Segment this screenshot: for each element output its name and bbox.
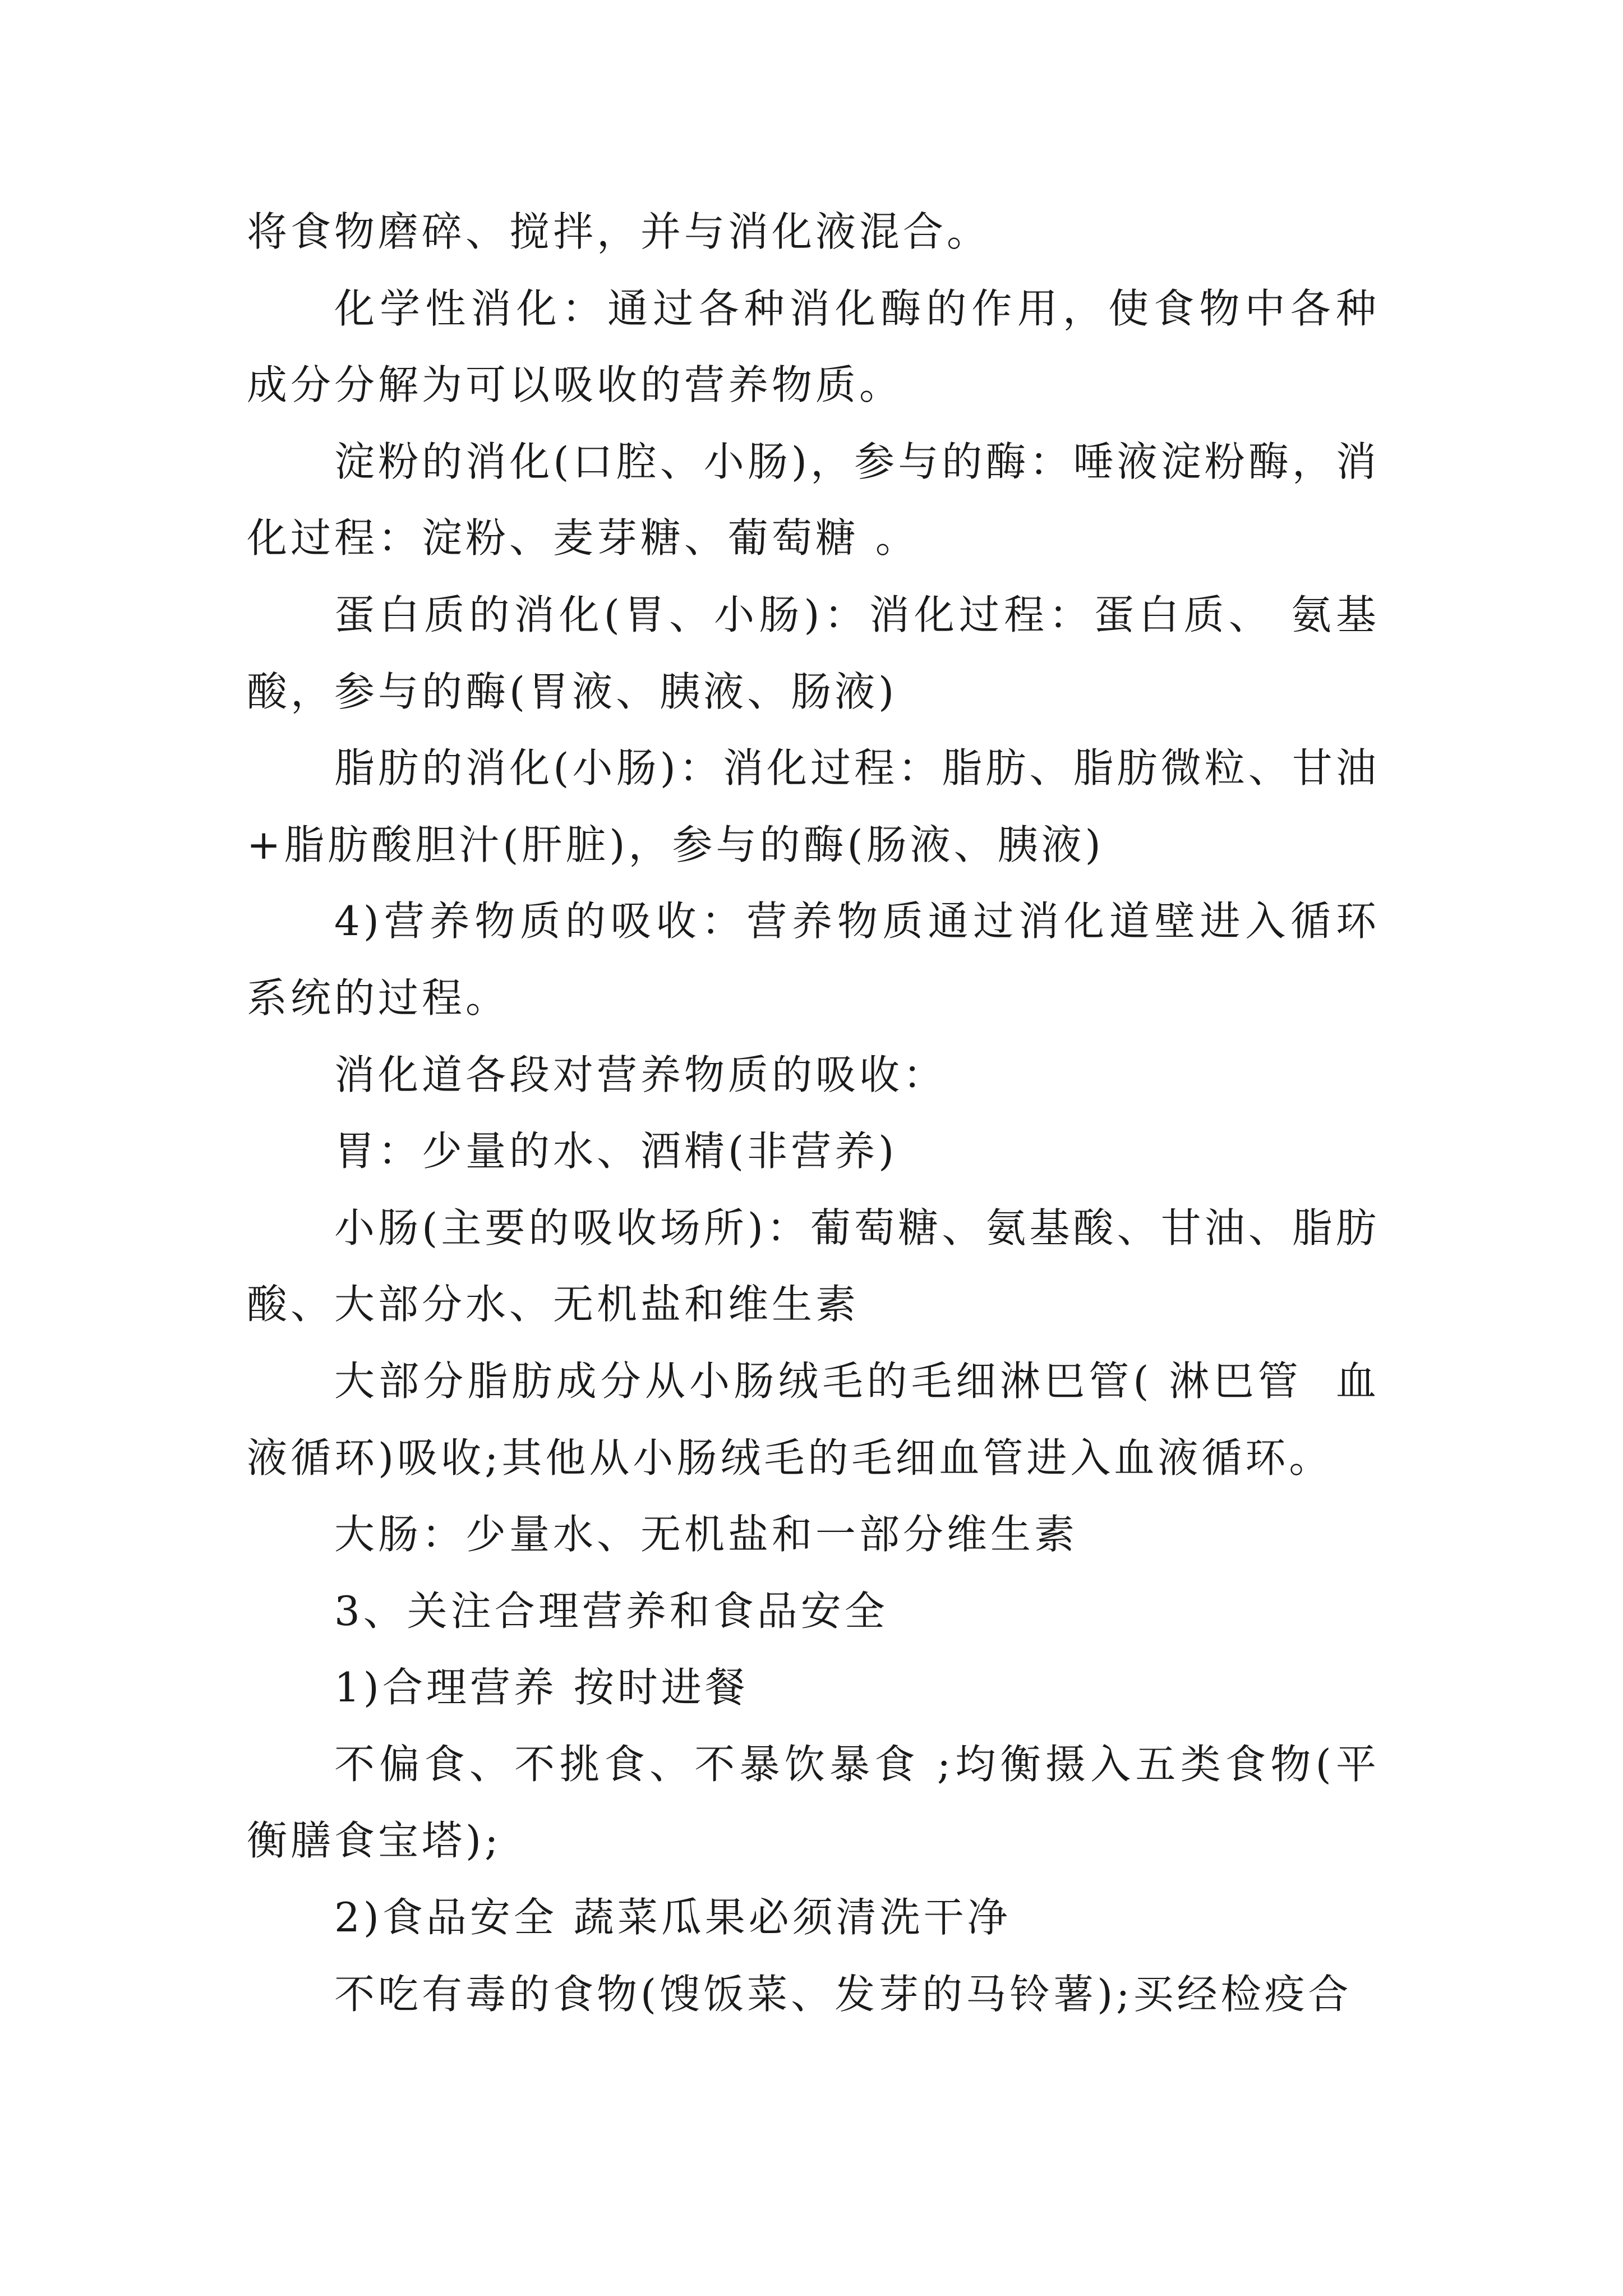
- paragraph-11: 大肠：少量水、无机盐和一部分维生素: [334, 1511, 1078, 1558]
- paragraph-8: 胃：少量的水、酒精(非营养): [334, 1128, 898, 1175]
- paragraph-6: 4)营养物质的吸收：营养物质通过消化道壁进入循环系统的过程。: [247, 898, 1380, 1022]
- paragraph-2: 化学性消化：通过各种消化酶的作用，使食物中各种成分分解为可以吸收的营养物质。: [247, 284, 1380, 409]
- paragraph-10: 大部分脂肪成分从小肠绒毛的毛细淋巴管( 淋巴管 血液循环)吸收;其他从小肠绒毛的毛细血管进入血液循环。: [247, 1357, 1380, 1481]
- paragraph-5: 脂肪的消化(小肠)：消化过程：脂肪、脂肪微粒、甘油+脂肪酸胆汁(肝脏)，参与的酶(肠液、胰液): [247, 744, 1380, 868]
- paragraph-12: 3、关注合理营养和食品安全: [334, 1587, 888, 1635]
- paragraph-4: 蛋白质的消化(胃、小肠)：消化过程：蛋白质、 氨基酸，参与的酶(胃液、胰液、肠液): [247, 591, 1380, 715]
- paragraph-14: 不偏食、不挑食、不暴饮暴食 ;均衡摄入五类食物(平衡膳食宝塔);: [247, 1740, 1380, 1865]
- paragraph-16: 不吃有毒的食物(馊饭菜、发芽的马铃薯);买经检疫合: [334, 1970, 1352, 2018]
- document-body: [247, 194, 1380, 2032]
- paragraph-15: 2)食品安全 蔬菜瓜果必须清洗干净: [334, 1894, 1011, 1941]
- paragraph-13: 1)合理营养 按时进餐: [334, 1664, 749, 1711]
- paragraph-3: 淀粉的消化(口腔、小肠)，参与的酶：唾液淀粉酶，消化过程：淀粉、麦芽糖、葡萄糖 。: [247, 438, 1380, 562]
- paragraph-7: 消化道各段对营养物质的吸收：: [334, 1051, 947, 1098]
- paragraph-9: 小肠(主要的吸收场所)：葡萄糖、氨基酸、甘油、脂肪酸、大部分水、无机盐和维生素: [247, 1204, 1380, 1328]
- paragraph-1: 将食物磨碎、搅拌，并与消化液混合。: [247, 208, 991, 255]
